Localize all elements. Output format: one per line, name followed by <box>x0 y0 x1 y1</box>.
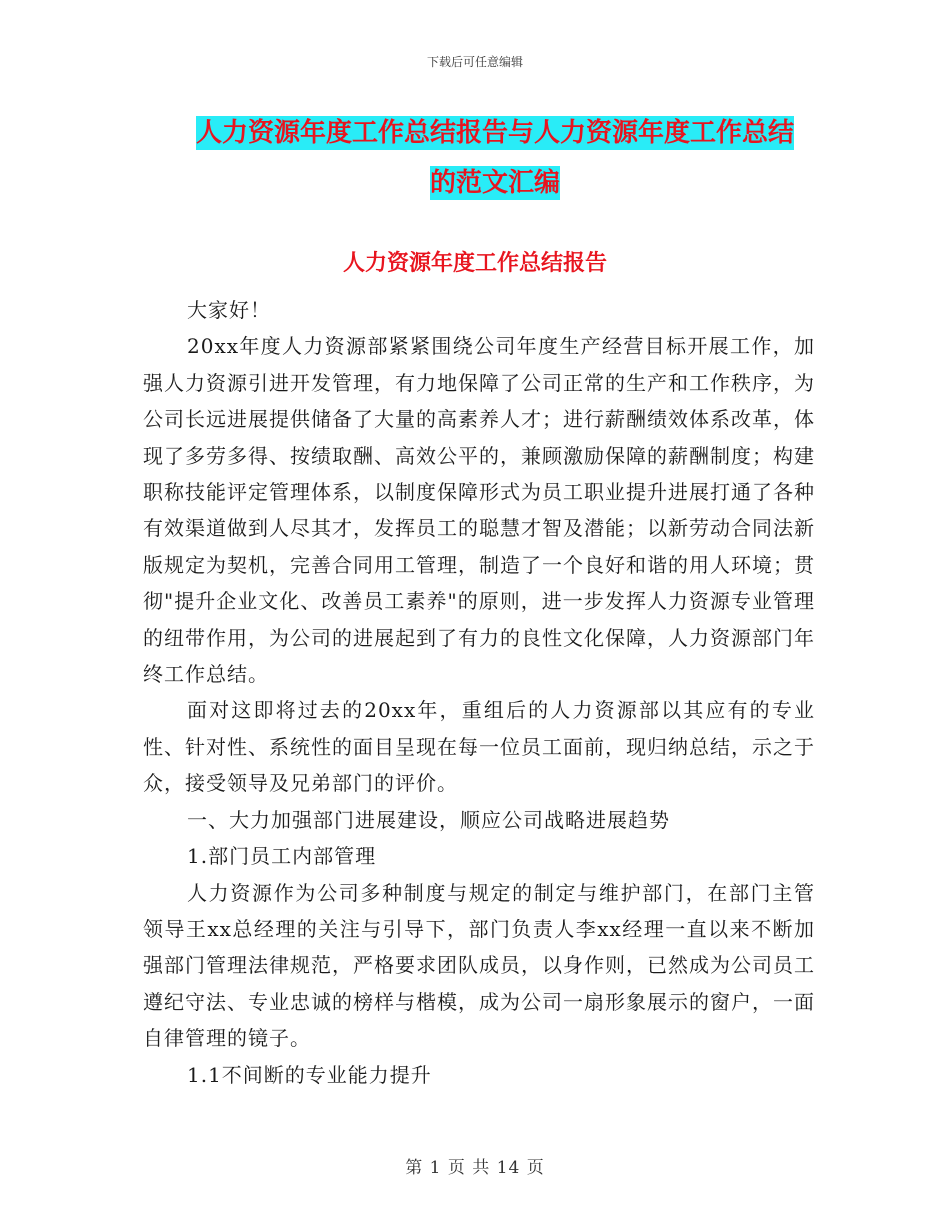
body-paragraph: 人力资源作为公司多种制度与规定的制定与维护部门，在部门主管领导王xx总经理的关注与引导下，部门负责人李xx经理一直以来不断加强部门管理法律规范，严格要求团队成员，以身作则，已然成为公司员工遵纪守法、专业忠诚的榜样与楷模，成为公司一扇形象展示的窗户，一面自律管理的镜子。 <box>143 880 815 1051</box>
header-note: 下载后可任意编辑 <box>426 55 523 69</box>
subsection-heading: 1.部门员工内部管理 <box>187 844 377 869</box>
section-title: 人力资源年度工作总结报告 <box>342 251 607 276</box>
greeting-paragraph: 大家好！ <box>187 298 271 322</box>
subsection-heading: 1.1不间断的专业能力提升 <box>187 1062 432 1087</box>
document-title-line-1: 人力资源年度工作总结报告与人力资源年度工作总结 <box>195 118 794 148</box>
page-number-footer: 第 1 页 共 14 页 <box>405 1158 545 1178</box>
section-heading: 一、大力加强部门进展建设，顺应公司战略进展趋势 <box>187 807 670 832</box>
body-text <box>143 292 815 1093</box>
body-paragraph: 面对这即将过去的20xx年，重组后的人力资源部以其应有的专业性、针对性、系统性的面目呈现在每一位员工面前，现归纳总结，示之于众，接受领导及兄弟部门的评价。 <box>143 698 815 796</box>
document-title-line-2: 的范文汇编 <box>429 168 560 198</box>
document-title <box>120 108 870 208</box>
body-paragraph: 20xx年度人力资源部紧紧围绕公司年度生产经营目标开展工作，加强人力资源引进开发管理，有力地保障了公司正常的生产和工作秩序，为公司长远进展提供储备了大量的高素养人才；进行薪酬绩效体系改革，体现了多劳多得、按绩取酬、高效公平的，兼顾激励保障的薪酬制度；构建职称技能评定管理体系，以制度保障形式为员工职业提升进展打通了各种有效渠道做到人尽其才，发挥员工的聪慧才智及潜能；以新劳动合同法新版规定为契机，完善合同用工管理，制造了一个良好和谐的用人环境；贯彻"提升企业文化、改善员工素养"的原则，进一步发挥人力资源专业管理的纽带作用，为公司的进展起到了有力的良性文化保障，人力资源部门年终工作总结。 <box>143 334 815 687</box>
